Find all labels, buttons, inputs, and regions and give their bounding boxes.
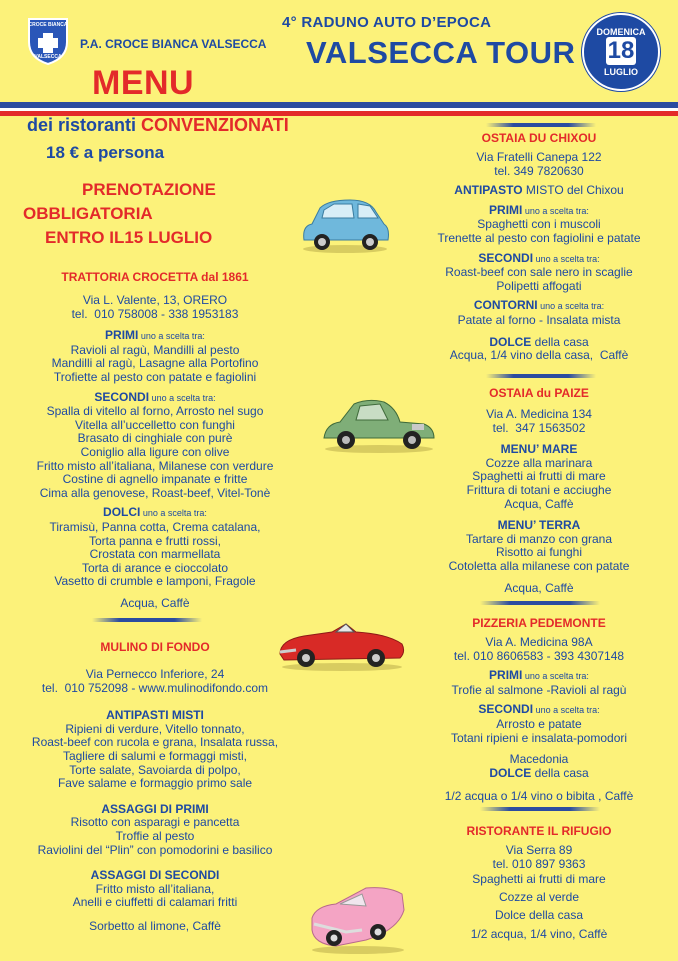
restaurant-name: OSTAIA du PAIZE (489, 386, 589, 400)
course-heading: ASSAGGI DI SECONDI (90, 868, 220, 883)
course-heading: CONTORNI uno a scelta tra: (473, 298, 605, 313)
course-heading: SECONDI uno a scelta tra: (478, 702, 600, 717)
restaurant-name: PIZZERIA PEDEMONTE (472, 616, 606, 630)
restaurant-address: Via A. Medicina 98A (485, 635, 593, 649)
restaurant-address: Via Serra 89 (505, 843, 573, 857)
course-heading: PRIMI uno a scelta tra: (489, 668, 589, 683)
drinks: Acqua, Caffè (120, 595, 190, 610)
course-items: Ravioli al ragù, Mandilli al pesto Mandilli al ragù, Lasagne alla Portofino Trofiette al pesto con patate e fagiolini (51, 342, 259, 384)
course-heading: SECONDI uno a scelta tra: (478, 250, 600, 265)
course-items: Cozze alla marinara Spaghetti ai frutti di mare Frittura di totani e acciughe Acqua, Caffè (466, 455, 612, 511)
divider (480, 807, 600, 811)
course-heading: DOLCE della casa (489, 765, 589, 780)
restaurant-name: TRATTORIA CROCETTA dal 1861 (61, 270, 249, 284)
course-items: Cozze al verde (498, 889, 580, 904)
course-items: Spalla di vitello al forno, Arrosto nel sugo Vitella all’uccelletto con funghi Brasato di cinghiale con purè Coniglio alla ligure con olive Fritto misto all’italiana, Milanese con verdure Costine di agnello impanate e fritte Cima alla genovese, Roast-beef, Vitel-Tonè (36, 404, 274, 500)
event-line: 4° RADUNO AUTO D’EPOCA (282, 14, 492, 31)
logo-text-bottom: VALSECCA (34, 54, 62, 60)
course-items: Tartare di manzo con grana Risotto ai funghi Cotoletta alla milanese con patate (448, 531, 630, 573)
logo-text-top: CROCE BIANCA (28, 22, 68, 28)
menu-title: MENU (92, 64, 195, 102)
price: 18 € a persona (46, 143, 165, 162)
restaurant-name: OSTAIA DU CHIXOU (481, 131, 597, 145)
course-heading: PRIMI uno a scelta tra: (105, 328, 205, 343)
date-month: LUGLIO (604, 67, 638, 77)
course-items: Spaghetti con i muscoli Trenette al pesto con fagiolini e patate (437, 217, 641, 245)
course-heading: DOLCE della casa (489, 334, 589, 349)
restaurant-tel: tel. 349 7820630 (494, 163, 584, 178)
drinks: 1/2 acqua o 1/4 vino o bibita , Caffè (444, 789, 634, 804)
menu-subtitle-b: CONVENZIONATI (141, 115, 289, 135)
course-items: Ripieni di verdure, Vitello tonnato, Roast-beef con rucola e grana, Insalata russa, Tagliere di salumi e formaggi misti, Torte salate, Savoiarda di polpo, Fave salame e formaggio primo sale (31, 721, 279, 791)
restaurant-rifugio (400, 824, 678, 942)
restaurant-crocetta (0, 270, 310, 610)
divider (480, 601, 600, 605)
course-items: Spaghetti ai frutti di mare (472, 872, 606, 887)
date-day: 18 (607, 37, 635, 64)
restaurant-name: MULINO DI FONDO (100, 640, 210, 654)
drinks: 1/2 acqua, 1/4 vino, Caffè (470, 926, 608, 941)
restaurant-address: Via Fratelli Canepa 122 (476, 150, 602, 164)
course-items: Trofie al salmone -Ravioli al ragù (451, 682, 627, 697)
booking-line-1: PRENOTAZIONE (82, 180, 216, 199)
restaurant-address: Via L. Valente, 13, ORERO (82, 293, 228, 307)
car-green-topolino-image (320, 398, 438, 454)
menu-subtitle-a: dei ristoranti (27, 115, 142, 135)
logo (26, 16, 70, 66)
course-items: Macedonia (509, 752, 569, 767)
car-red-spider-image (276, 614, 408, 672)
course-heading: MENU’ TERRA (497, 518, 581, 533)
booking-line-2: OBBLIGATORIA (23, 204, 153, 223)
restaurant-tel: tel. 010 752098 - www.mulinodifondo.com (41, 680, 269, 695)
course-items: Fritto misto all’italiana, Anelli e ciuffetti di calamari fritti (72, 881, 238, 910)
restaurant-paize (400, 386, 678, 595)
restaurant-pedemonte (400, 616, 678, 804)
date-badge (582, 13, 660, 91)
booking-line-3: ENTRO IL15 LUGLIO (45, 228, 213, 247)
course-heading: ANTIPASTO MISTO del Chixou (454, 183, 624, 198)
association-name: P.A. CROCE BIANCA VALSECCA (80, 37, 267, 51)
event-title: VALSECCA TOUR (306, 35, 576, 70)
restaurant-tel: tel. 347 1563502 (492, 420, 586, 435)
course-heading: PRIMI uno a scelta tra: (489, 202, 589, 217)
course-items: Arrosto e patate Totani ripieni e insalata-pomodori (450, 716, 628, 745)
car-pink-cadillac-image (306, 880, 408, 956)
divider (486, 374, 596, 378)
restaurant-tel: tel. 010 8606583 - 393 4307148 (453, 648, 625, 663)
course-items: Patate al forno - Insalata mista (457, 312, 621, 327)
dessert: Sorbetto al limone, Caffè (89, 918, 221, 933)
course-items: Risotto con asparagi e pancetta Troffie al pesto Raviolini del “Plin” con pomodorini e basilico (37, 815, 273, 857)
drinks: Acqua, Caffè (504, 580, 574, 595)
course-heading: SECONDI uno a scelta tra: (94, 389, 216, 404)
course-items: Roast-beef con sale nero in scaglie Polipetti affogati (445, 265, 633, 293)
course-heading: ASSAGGI DI PRIMI (101, 801, 209, 816)
date-day-name: DOMENICA (596, 27, 646, 37)
restaurant-tel: tel. 010 758008 - 338 1953183 (71, 306, 239, 321)
drinks: Acqua, 1/4 vino della casa, Caffè (449, 348, 629, 363)
car-blue-fiat-image (298, 196, 392, 254)
divider (92, 618, 202, 622)
restaurant-name: RISTORANTE IL RIFUGIO (466, 824, 612, 838)
restaurant-address: Via A. Medicina 134 (486, 407, 592, 421)
restaurant-tel: tel. 010 897 9363 (492, 856, 586, 871)
restaurant-chixou (400, 131, 678, 363)
course-items: Dolce della casa (494, 908, 584, 923)
restaurant-address: Via Pernecco Inferiore, 24 (85, 667, 225, 681)
restaurant-mulino (0, 640, 310, 934)
course-heading: ANTIPASTI MISTI (106, 708, 204, 723)
course-heading: DOLCI uno a scelta tra: (103, 505, 207, 520)
course-items: Tiramisù, Panna cotta, Crema catalana, Torta panna e frutti rossi, Crostata con marmellata Torta di arance e cioccolato Vasetto di crumble e lamponi, Fragole (49, 519, 261, 589)
menu-subtitle (27, 115, 289, 136)
divider (486, 123, 596, 127)
course-heading: MENU’ MARE (500, 442, 578, 457)
